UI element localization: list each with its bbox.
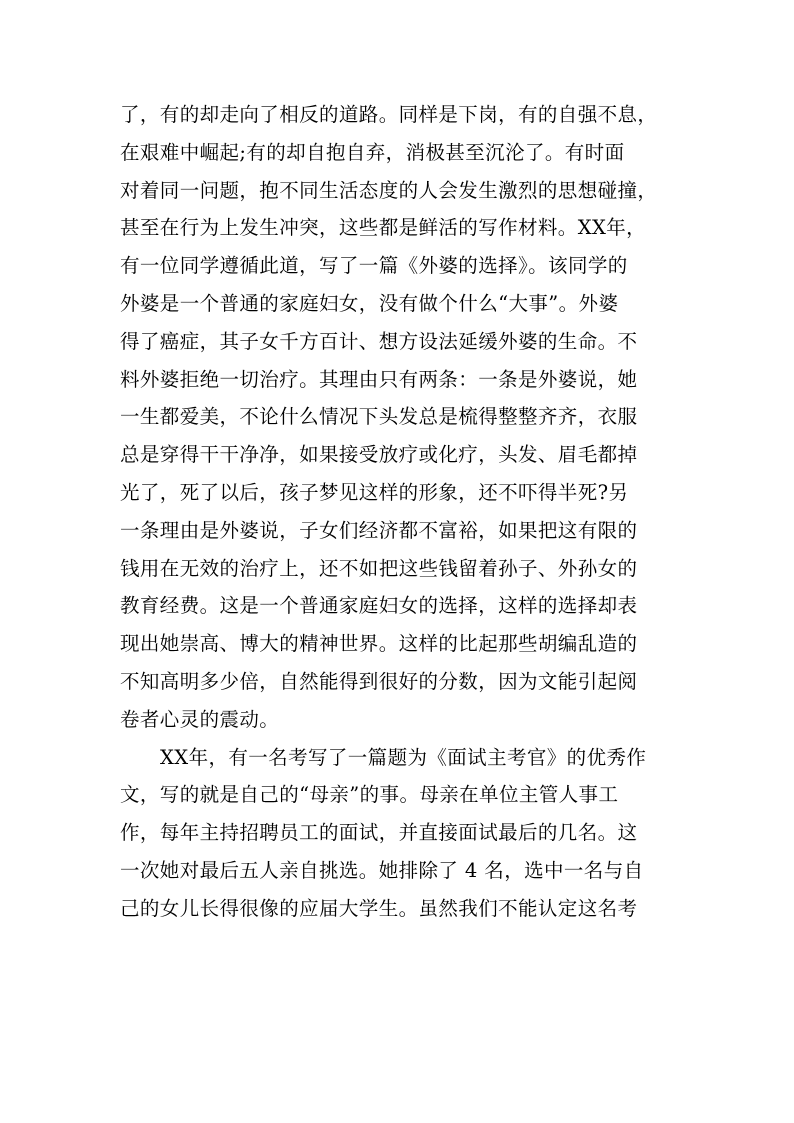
text-line: 在艰难中崛起;有的却自抱自弃，消极甚至沉沦了。有时面 [120,140,625,164]
text-line: 对着同一问题，抱不同生活态度的人会发生激烈的思想碰撞， [120,178,658,202]
text-line: 作，每年主持招聘员工的面试，并直接面试最后的几名。这 [120,821,638,845]
text-line: 料外婆拒绝一切治疗。其理由只有两条：一条是外婆说，她 [120,367,638,391]
text-line: 了，有的却走向了相反的道路。同样是下岗，有的自强不息， [120,103,658,126]
text-line: 一生都爱美，不论什么情况下头发总是梳得整整齐齐，衣服 [120,405,638,429]
text-line: 得了癌症，其子女千方百计、想方设法延缓外婆的生命。不 [120,329,638,353]
text-line: 一条理由是外婆说，子女们经济都不富裕，如果把这有限的 [120,518,638,542]
text-line: 不知高明多少倍，自然能得到很好的分数，因为文能引起阅 [120,669,638,693]
text-line: 一次她对最后五人亲自挑选。她排除了 4 名，选中一名与自 [120,858,644,882]
text-line: 有一位同学遵循此道，写了一篇《外婆的选择》。该同学的 [120,254,628,278]
text-line: 总是穿得干干净净，如果接受放疗或化疗，头发、眉毛都掉 [120,443,638,467]
paragraph-first-line: XX年，有一名考写了一篇题为《面试主考官》的优秀作 [160,745,647,769]
text-line: 外婆是一个普通的家庭妇女，没有做个什么“大事”。外婆 [120,291,619,315]
text-line: 己的女儿长得很像的应届大学生。虽然我们不能认定这名考 [120,896,638,920]
text-line: 文，写的就是自己的“母亲”的事。母亲在单位主管人事工 [120,783,619,807]
text-line: 卷者心灵的震动。 [120,707,280,731]
text-line: 现出她崇高、博大的精神世界。这样的比起那些胡编乱造的 [120,632,638,656]
text-line: 光了，死了以后，孩子梦见这样的形象，还不吓得半死?另 [120,480,629,504]
body-text [120,96,700,928]
text-line: 甚至在行为上发生冲突，这些都是鲜活的写作材料。XX年， [120,216,647,240]
text-line: 钱用在无效的治疗上，还不如把这些钱留着孙子、外孙女的 [120,556,638,580]
text-line: 教育经费。这是一个普通家庭妇女的选择，这样的选择却表 [120,594,638,618]
